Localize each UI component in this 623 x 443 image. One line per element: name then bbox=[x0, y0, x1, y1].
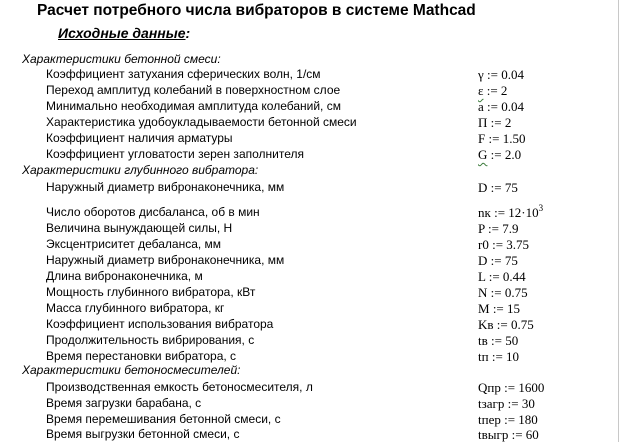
param-row-m bbox=[0, 301, 618, 316]
exponent: 3 bbox=[538, 203, 544, 213]
page-right-border bbox=[618, 0, 619, 442]
formula-n[interactable]: N := 0.75 bbox=[478, 285, 528, 300]
param-row-tv bbox=[0, 333, 618, 348]
input-data-heading-text: Исходные данные bbox=[58, 25, 186, 41]
param-row-l bbox=[0, 269, 618, 284]
param-label: Характеристика удобоукладываемости бетонной смеси bbox=[46, 115, 357, 129]
param-row-nk bbox=[0, 205, 618, 220]
param-label: Время загрузки барабана, с bbox=[46, 396, 202, 410]
param-row-a bbox=[0, 99, 618, 114]
param-label: Время перемешивания бетонной смеси, с bbox=[46, 412, 281, 426]
param-label: Наружный диаметр вибронаконечника, мм bbox=[46, 253, 285, 267]
param-row-tvygr bbox=[0, 427, 618, 442]
section-deep-vibrator: Характеристики глубинного вибратора: bbox=[22, 163, 259, 177]
param-label: Мощность глубинного вибратора, кВт bbox=[46, 285, 256, 299]
param-row-d bbox=[0, 180, 618, 195]
param-row-d2 bbox=[0, 253, 618, 268]
param-row-gamma bbox=[0, 67, 618, 82]
param-row-tzagr bbox=[0, 396, 618, 411]
param-row-force bbox=[0, 221, 618, 236]
param-row-n bbox=[0, 285, 618, 300]
param-row-qpr bbox=[0, 380, 618, 395]
formula-tvygr[interactable]: tвыгр := 60 bbox=[478, 427, 539, 442]
param-row-p bbox=[0, 115, 618, 130]
formula-qpr[interactable]: Qпр := 1600 bbox=[478, 380, 545, 395]
formula-tv[interactable]: tв := 50 bbox=[478, 333, 519, 348]
param-row-tp bbox=[0, 349, 618, 364]
formula-nk[interactable]: nк := $12\cdot 10^3$ bbox=[478, 203, 544, 220]
param-label: Число оборотов дисбаланса, об в мин bbox=[46, 205, 260, 219]
formula-tp[interactable]: tп := 10 bbox=[478, 349, 520, 364]
param-label: Время перестановки вибратора, с bbox=[46, 349, 237, 363]
input-data-heading-colon: : bbox=[185, 25, 191, 41]
param-label: Коэффициент наличия арматуры bbox=[46, 131, 233, 145]
param-row-kv bbox=[0, 317, 618, 332]
input-data-heading bbox=[58, 25, 190, 41]
param-label: Величина вынуждающей силы, Н bbox=[46, 221, 233, 235]
param-label: Коэффициент затухания сферических волн, 1/см bbox=[46, 67, 321, 81]
param-row-tper bbox=[0, 412, 618, 427]
param-label: Коэффициент угловатости зерен заполнителя bbox=[46, 147, 304, 161]
formula-m[interactable]: M := 15 bbox=[478, 301, 521, 316]
param-row-r0 bbox=[0, 237, 618, 252]
section-concrete-mixers: Характеристики бетоносмесителей: bbox=[22, 363, 241, 377]
formula-d2[interactable]: D := 75 bbox=[478, 253, 518, 268]
param-label: Масса глубинного вибратора, кг bbox=[46, 301, 225, 315]
formula-epsilon[interactable]: ε := 2 bbox=[478, 83, 508, 98]
param-label: Наружный диаметр вибронаконечника, мм bbox=[46, 180, 285, 194]
formula-p[interactable]: П := 2 bbox=[478, 115, 512, 130]
formula-kv[interactable]: Kв := 0.75 bbox=[478, 317, 534, 332]
param-label: Время выгрузки бетонной смеси, с bbox=[46, 427, 240, 441]
formula-l[interactable]: L := 0.44 bbox=[478, 269, 526, 284]
formula-r0[interactable]: r0 := 3.75 bbox=[478, 237, 530, 252]
page-title: Расчет потребного числа вибраторов в системе Mathcad bbox=[37, 2, 476, 19]
formula-a[interactable]: a := 0.04 bbox=[478, 99, 524, 114]
param-label: Производственная емкость бетоносмесителя, л bbox=[46, 380, 313, 394]
param-label: Продолжительность вибрирования, с bbox=[46, 333, 255, 347]
param-label: Минимально необходимая амплитуда колебаний, см bbox=[46, 99, 341, 113]
param-row-g bbox=[0, 147, 618, 162]
formula-f[interactable]: F := 1.50 bbox=[478, 131, 526, 146]
param-row-f bbox=[0, 131, 618, 146]
param-row-epsilon bbox=[0, 83, 618, 98]
formula-g[interactable]: G := 2.0 bbox=[478, 147, 522, 162]
formula-tzagr[interactable]: tзагр := 30 bbox=[478, 396, 535, 411]
formula-force[interactable]: P := 7.9 bbox=[478, 221, 519, 236]
param-label: Эксцентриситет дебаланса, мм bbox=[46, 237, 222, 251]
formula-gamma[interactable]: γ := 0.04 bbox=[478, 67, 524, 82]
section-concrete-mix: Характеристики бетонной смеси: bbox=[22, 52, 221, 66]
param-label: Длина вибронаконечника, м bbox=[46, 269, 203, 283]
param-label: Коэффициент использования вибратора bbox=[46, 317, 274, 331]
formula-tper[interactable]: tпер := 180 bbox=[478, 412, 538, 427]
formula-d[interactable]: D := 75 bbox=[478, 180, 518, 195]
param-label: Переход амплитуд колебаний в поверхностном слое bbox=[46, 83, 341, 97]
